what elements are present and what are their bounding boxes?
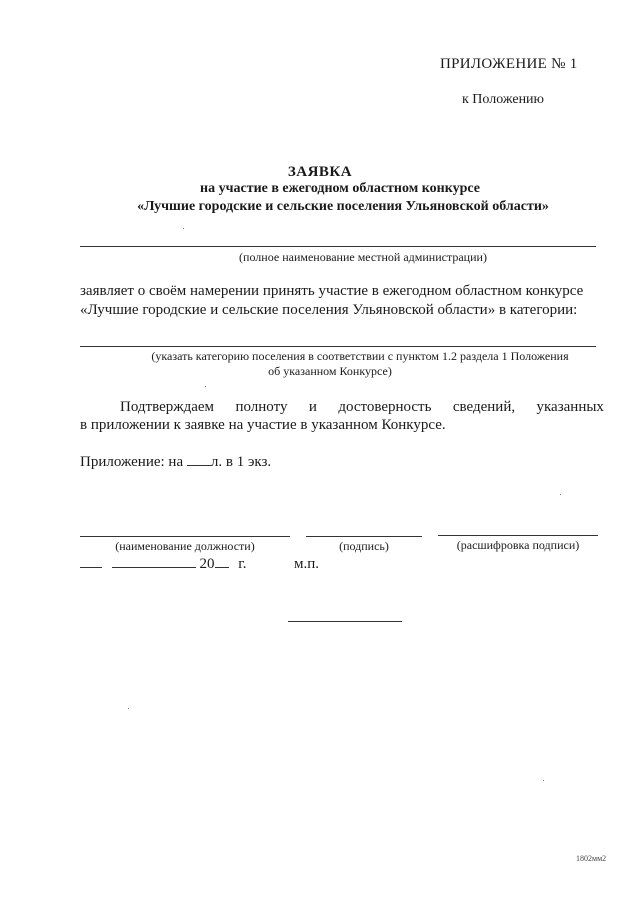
admin-name-line[interactable] bbox=[80, 246, 596, 247]
confirmation-word: и bbox=[308, 399, 317, 415]
confirmation-word: достоверность bbox=[338, 399, 432, 415]
signature-line[interactable] bbox=[306, 536, 422, 537]
position-line[interactable] bbox=[80, 536, 290, 537]
category-line[interactable] bbox=[80, 346, 596, 347]
year-blank[interactable] bbox=[215, 553, 229, 568]
confirmation-line-2: в приложении к заявке на участие в указанном Конкурсе. bbox=[80, 417, 446, 433]
end-separator bbox=[288, 621, 402, 622]
admin-name-caption: (полное наименование местной администрации) bbox=[239, 250, 487, 264]
contest-name: «Лучшие городские и сельские поселения Ульяновской области» bbox=[137, 199, 549, 214]
confirmation-word: Подтверждаем bbox=[120, 399, 215, 415]
statement-line-1: заявляет о своём намерении принять участие в ежегодном областном конкурсе bbox=[80, 283, 584, 299]
signature-decode-line[interactable] bbox=[438, 535, 598, 536]
scan-speck bbox=[205, 386, 206, 387]
attachment-prefix: Приложение: на bbox=[80, 454, 184, 470]
stamp-place: м.п. bbox=[294, 556, 320, 572]
day-blank[interactable] bbox=[80, 553, 102, 568]
year-prefix: 20 bbox=[199, 556, 215, 572]
month-blank[interactable] bbox=[112, 553, 196, 568]
confirmation-word: сведений, bbox=[452, 399, 516, 415]
category-caption-line-2: об указанном Конкурсе) bbox=[268, 364, 392, 378]
scan-speck bbox=[183, 228, 184, 229]
date-line bbox=[80, 553, 246, 575]
document-subtitle: на участие в ежегодном областном конкурсе bbox=[200, 181, 480, 196]
document-title: ЗАЯВКА bbox=[287, 164, 353, 180]
scan-speck bbox=[128, 708, 129, 709]
category-caption-line-1: (указать категорию поселения в соответствии с пунктом 1.2 раздела 1 Положения bbox=[151, 349, 569, 363]
document-code: 1802мм2 bbox=[576, 854, 607, 863]
attachment-line bbox=[80, 451, 271, 473]
scan-speck bbox=[560, 494, 561, 495]
appendix-reference: к Положению bbox=[462, 92, 545, 107]
signature-decode-caption: (расшифровка подписи) bbox=[456, 538, 580, 552]
appendix-title: ПРИЛОЖЕНИЕ № 1 bbox=[440, 56, 578, 72]
confirmation-word: указанных bbox=[536, 399, 604, 415]
year-suffix: г. bbox=[238, 556, 247, 572]
statement-line-2: «Лучшие городские и сельские поселения Ульяновской области» в категории: bbox=[80, 302, 578, 318]
attachment-pages-blank[interactable] bbox=[187, 451, 211, 466]
position-caption: (наименование должности) bbox=[115, 539, 255, 553]
scan-speck bbox=[543, 780, 544, 781]
signature-caption: (подпись) bbox=[339, 539, 389, 553]
attachment-suffix: л. в 1 экз. bbox=[210, 454, 272, 470]
confirmation-word: полноту bbox=[235, 399, 288, 415]
